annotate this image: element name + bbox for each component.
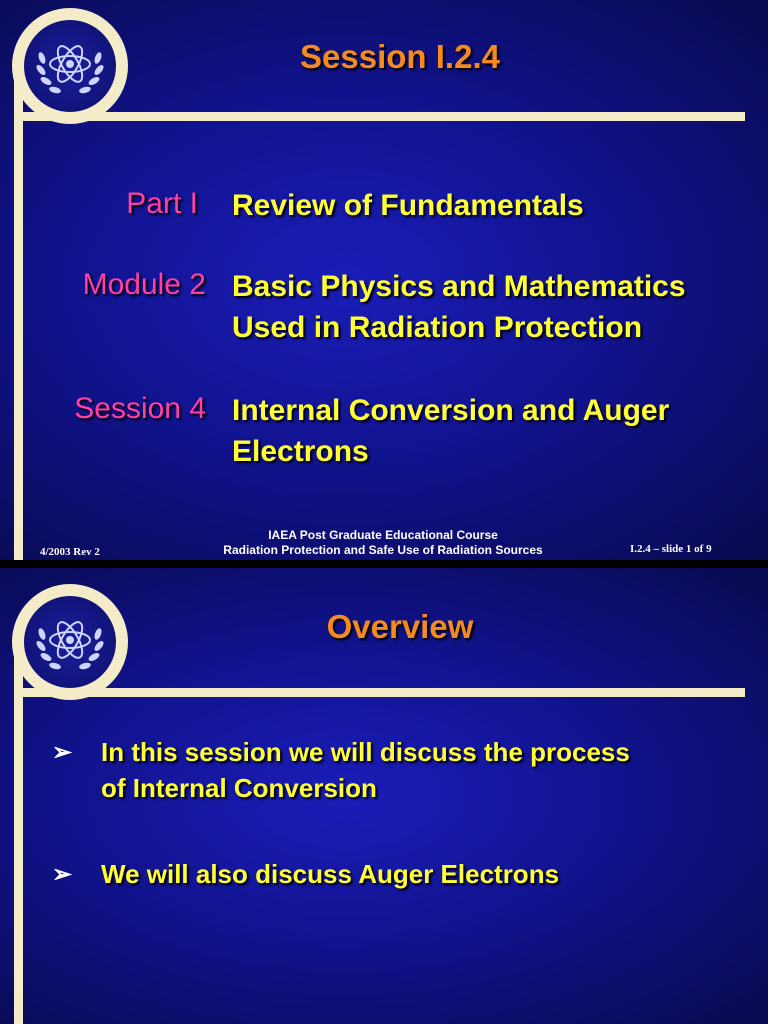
bullet-arrow-icon: ➢ [52,739,73,766]
footer-course [180,528,586,558]
row-value-session-line1: Internal Conversion and Auger [232,394,670,427]
slide-title: Session I.2.4 [300,38,500,75]
iaea-logo [12,584,128,700]
overview-slide [0,568,768,1024]
footer-course-line1: IAEA Post Graduate Educational Course [268,528,498,542]
bullet-arrow-icon: ➢ [52,861,73,888]
bullet-item-1-line1: In this session we will discuss the process [101,737,630,767]
iaea-logo [12,8,128,124]
row-value-module-line2: Used in Radiation Protection [232,311,643,344]
row-value-session-line2: Electrons [232,435,369,468]
frame-vertical-bar [14,60,23,560]
row-label-module: Module 2 [82,268,206,301]
footer-date: 4/2003 Rev 2 [40,546,100,558]
frame-horizontal-bar [14,112,745,121]
frame-horizontal-bar [14,688,745,697]
atom-laurel-icon [32,28,108,104]
slide-title: Overview [326,608,474,645]
bullet-item-1 [101,734,741,806]
row-label-session: Session 4 [74,392,206,425]
row-value-part: Review of Fundamentals [232,189,584,222]
bullet-item-1-line2: of Internal Conversion [101,773,377,803]
bullet-item-2: We will also discuss Auger Electrons [101,859,560,889]
footer-slide-number: I.2.4 – slide 1 of 9 [630,543,712,555]
footer-course-line2: Radiation Protection and Safe Use of Radiation Sources [223,543,543,557]
row-label-part: Part I [126,187,198,220]
row-value-module-line1: Basic Physics and Mathematics [232,270,686,303]
atom-laurel-icon [32,604,108,680]
